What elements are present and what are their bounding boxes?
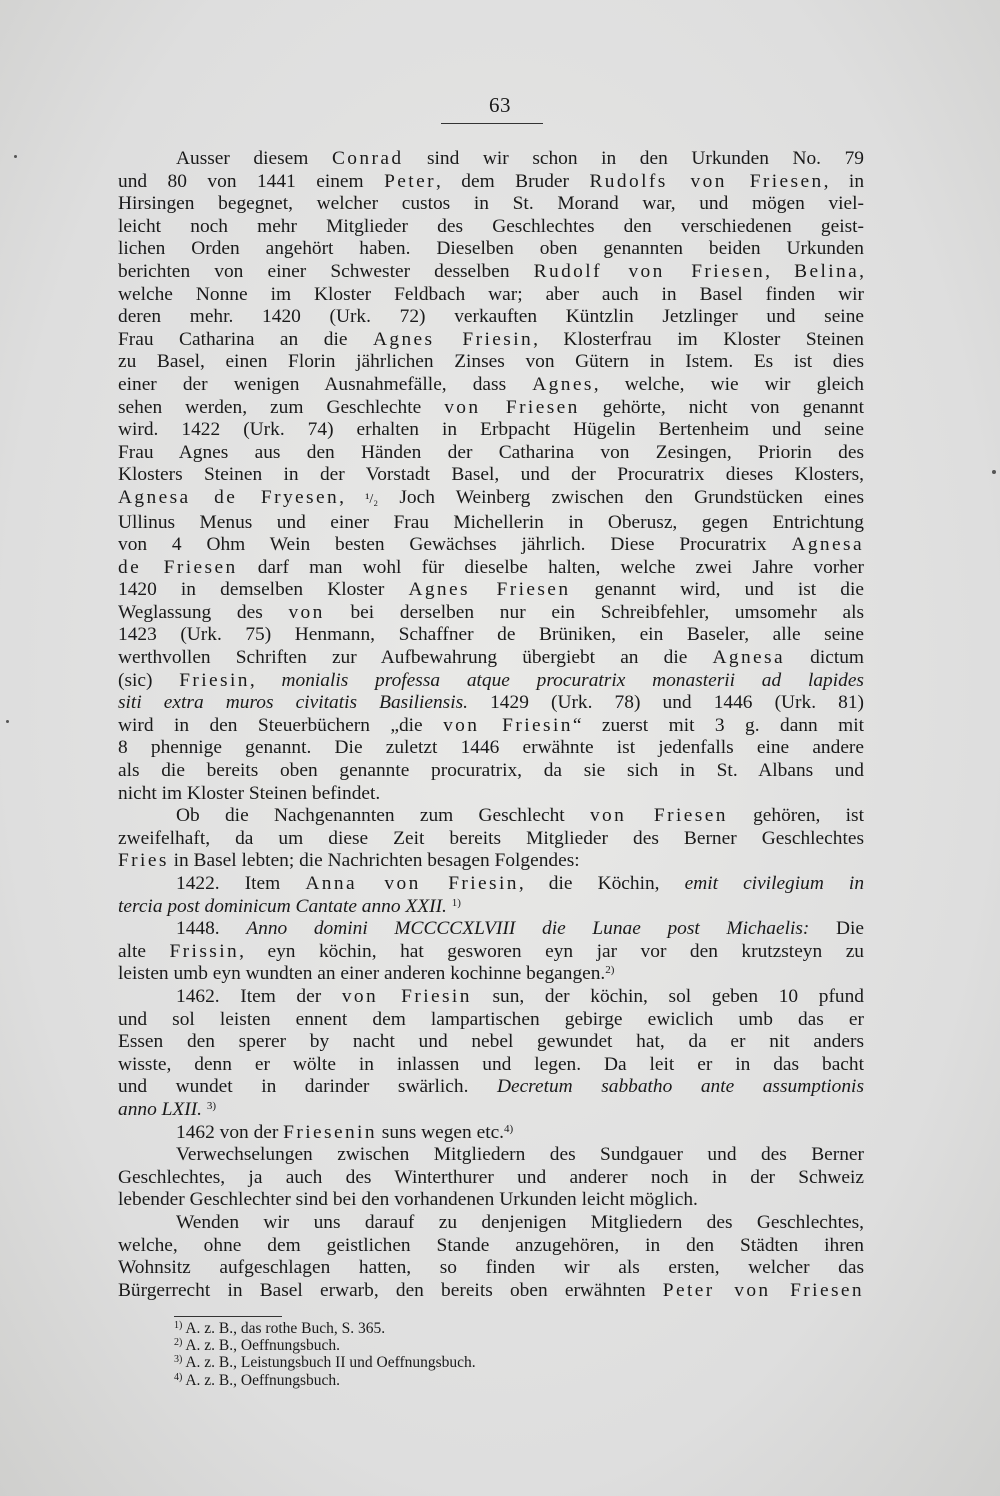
footnote-ref: 4) — [504, 1122, 514, 1135]
text-run: zu Basel, einen Florin jährlichen Zinses von Gütern in Istem. Es ist dies — [118, 351, 864, 373]
footnote-text: A. z. B., das rothe Buch, S. 365. — [182, 1320, 386, 1337]
text-line — [118, 1144, 864, 1167]
text-line — [118, 1031, 864, 1054]
spaced-name: von Friesin — [341, 985, 472, 1007]
spaced-name: von — [288, 601, 325, 623]
text-run: , in — [823, 170, 865, 192]
text-run: alte — [118, 940, 170, 962]
text-line — [118, 148, 864, 171]
text-run: Ob die Nachgenannten zum Geschlecht — [176, 805, 590, 827]
text-line — [118, 692, 864, 715]
text-line — [118, 986, 864, 1009]
footnote-mark: 4) — [174, 1371, 183, 1383]
text-run: leicht noch mehr Mitglieder des Geschlechtes den verschiedenen geist- — [118, 215, 864, 237]
text-line — [118, 557, 864, 580]
text-run: Ullinus Menus und einer Frau Michellerin in Oberusz, gegen Entrichtung — [118, 511, 864, 533]
text-run: 1429 (Urk. 78) und 1446 (Urk. 81) — [468, 692, 864, 714]
text-line — [118, 850, 864, 873]
spaced-name: von Friesen — [444, 396, 580, 418]
text-line — [118, 579, 864, 602]
spaced-name: von Friesin — [443, 714, 573, 736]
latin-quote: emit civilegium in — [684, 873, 865, 894]
spaced-name: Agnesa de Fryesen — [118, 486, 340, 508]
scan-speck — [14, 155, 17, 158]
text-run: , Klosterfrau im Kloster Steinen — [533, 328, 864, 350]
text-line — [118, 760, 864, 783]
latin-quote: monialis professa atque procuratrix monasterii ad lapides — [281, 669, 864, 691]
text-run: lebender Geschlechter sind bei den vorhandenen Urkunden leicht möglich. — [118, 1189, 698, 1211]
text-line — [118, 351, 864, 374]
text-run: Joch Weinberg zwischen den Grundstücken eines — [378, 486, 865, 508]
spaced-name: Agnesa — [712, 647, 786, 669]
text-line — [118, 1167, 864, 1190]
footnote-mark: 2) — [174, 1337, 183, 1349]
text-line — [118, 329, 864, 352]
text-run: suns wegen etc. — [376, 1121, 505, 1143]
text-run: Bürgerrecht in Basel erwarb, den bereits oben erwähnten — [118, 1279, 663, 1301]
footnote-rule — [174, 1316, 282, 1317]
text-line — [118, 828, 864, 851]
text-run: gehörte, nicht von genannt — [579, 396, 865, 418]
text-run: Wohnsitz aufgeschlagen hatten, so finden wir als ersten, welcher das — [118, 1257, 864, 1279]
text-line — [118, 487, 864, 512]
text-run: , — [765, 260, 795, 282]
text-line — [118, 1099, 864, 1122]
spaced-name: Agnesa — [791, 534, 864, 556]
text-line — [118, 896, 864, 919]
text-line — [118, 783, 864, 806]
text-run: von 4 Ohm Wein besten Gewächses jährlich. Diese Procuratrix — [118, 534, 792, 556]
text-line — [118, 534, 864, 557]
text-run: darf man wohl für dieselbe halten, welche zwei Jahre vorher — [237, 556, 864, 578]
text-run: als die bereits oben genannte procuratrix, da sie sich in St. Albans und — [118, 760, 864, 782]
text-run: “ zuerst mit 3 g. dann mit — [572, 714, 864, 736]
text-run: Die — [809, 918, 864, 940]
text-line — [118, 193, 864, 216]
text-run: Essen den sperer by nacht und nebel gewundet hat, da er nit anders — [118, 1031, 864, 1053]
text-line — [118, 1280, 864, 1303]
text-run: sun, der köchin, sol geben 10 pfund — [471, 985, 864, 1007]
text-line — [118, 284, 864, 307]
footnote-text: A. z. B., Leistungsbuch II und Oeffnungsbuch. — [182, 1354, 476, 1372]
spaced-name: Conrad — [331, 148, 404, 169]
footnote-text: A. z. B., Oeffnungsbuch. — [182, 1371, 341, 1389]
footnote-ref: 1) — [451, 896, 461, 909]
text-run: in Basel lebten; die Nachrichten besagen Folgendes: — [168, 850, 580, 872]
text-run: und sol leisten ennent dem lampartischen gebirge ewiclich umb das er — [118, 1008, 864, 1030]
text-line — [118, 464, 864, 487]
text-run: ¹/₂ — [365, 491, 379, 507]
spaced-name: Fries — [118, 850, 169, 872]
spaced-name: de Friesen — [118, 556, 238, 578]
spaced-name: Friesenin — [283, 1121, 377, 1143]
footnote-ref: 3) — [206, 1099, 217, 1112]
text-run: sehen werden, zum Geschlechte — [118, 396, 445, 418]
text-line — [118, 442, 864, 465]
text-line — [118, 1009, 864, 1032]
text-line — [118, 1257, 864, 1280]
text-run: 1448. — [176, 918, 247, 940]
spaced-name: Belina — [794, 260, 860, 282]
page-number: 63 — [489, 93, 511, 117]
text-line — [118, 1212, 864, 1235]
text-run: , eyn köchin, hat gesworen eyn jar vor den krutzsteyn zu — [239, 940, 864, 962]
text-run: wisste, denn er wölte in inlassen und legen. Da leit er in das bacht — [118, 1053, 864, 1075]
text-run: welche Nonne im Kloster Feldbach war; aber auch in Basel finden wir — [118, 283, 864, 305]
text-line — [118, 238, 864, 261]
text-run: , — [339, 486, 366, 508]
spaced-name: Anna von Friesin — [305, 873, 519, 894]
text-run: , — [249, 669, 282, 691]
footnote — [174, 1354, 476, 1371]
spaced-name: Agnes Friesin — [372, 328, 534, 350]
spaced-name: Rudolf von Friesen — [533, 260, 766, 282]
text-run: 1422. Item — [176, 873, 306, 894]
footnote-text: A. z. B., Oeffnungsbuch. — [182, 1337, 341, 1355]
text-run: dictum — [785, 647, 864, 669]
spaced-name: Peter von Friesen — [662, 1279, 864, 1301]
text-run: , die Köchin, — [518, 873, 685, 894]
footnotes — [174, 1320, 476, 1389]
text-line — [118, 374, 864, 397]
text-line — [118, 1054, 864, 1077]
text-line — [118, 918, 864, 941]
text-line — [118, 963, 864, 986]
text-run: 8 phennige genannt. Die zuletzt 1446 erwähnte ist jedenfalls eine andere — [118, 737, 864, 759]
main-text — [118, 148, 864, 1302]
text-line — [118, 805, 864, 828]
text-run: berichten von einer Schwester desselben — [118, 260, 534, 282]
latin-quote: Decretum sabbatho ante assumptionis — [496, 1076, 864, 1098]
text-line — [118, 715, 864, 738]
text-run: Klosters Steinen in der Vorstadt Basel, und der Procuratrix dieses Klosters, — [118, 464, 864, 486]
text-run: lichen Orden angehört haben. Dieselben oben genannten beiden Urkunden — [118, 238, 864, 260]
footnote-ref: 2) — [605, 964, 615, 977]
spaced-name: Agnes — [532, 373, 594, 395]
text-run: welche, ohne dem geistlichen Stande anzugehören, in den Städten ihren — [118, 1234, 864, 1256]
latin-quote: Anno domini MCCCCXLVIII die Lunae post Michaelis: — [246, 918, 810, 940]
spaced-name: Friesin — [179, 669, 250, 691]
footnote — [174, 1320, 476, 1337]
spaced-name: Frissin — [169, 940, 240, 962]
text-run: , dem Bruder — [435, 170, 590, 192]
text-run: , — [859, 260, 864, 282]
text-run: leisten umb eyn wundten an einer anderen kochinne begangen. — [118, 963, 606, 985]
spaced-name: Rudolfs von Friesen — [589, 170, 824, 192]
text-line — [118, 512, 864, 535]
text-line — [118, 1235, 864, 1258]
text-run: genannt wird, und ist die — [570, 579, 864, 601]
text-line — [118, 261, 864, 284]
footnote-mark: 3) — [174, 1354, 183, 1366]
text-line — [118, 1189, 864, 1212]
text-line — [118, 419, 864, 442]
text-run: zweifelhaft, da um diese Zeit bereits Mitglieder des Berner Geschlechtes — [118, 827, 864, 849]
text-run: sind wir schon in den Urkunden No. 79 — [403, 148, 864, 169]
text-run: (sic) — [118, 669, 180, 691]
spaced-name: von Friesen — [589, 805, 728, 827]
text-run: einer der wenigen Ausnahmefälle, dass — [118, 373, 533, 395]
text-line — [118, 306, 864, 329]
text-line — [118, 171, 864, 194]
spaced-name: Agnes Friesen — [408, 579, 571, 601]
header-rule — [441, 123, 543, 124]
text-line — [118, 670, 864, 693]
text-line — [118, 624, 864, 647]
text-run: wird. 1422 (Urk. 74) erhalten in Erbpacht Hügelin Bertenheim und seine — [118, 419, 864, 441]
text-run: bei derselben nur ein Schreibfehler, umsomehr als — [324, 601, 865, 623]
text-line — [118, 941, 864, 964]
text-run: Weglassung des — [118, 601, 289, 623]
text-run: deren mehr. 1420 (Urk. 72) verkauften Küntzlin Jetzlinger und seine — [118, 306, 864, 328]
text-run: Geschlechtes, ja auch des Winterthurer und anderer noch in der Schweiz — [118, 1166, 864, 1188]
scan-speck — [992, 470, 996, 474]
text-run: Ausser diesem — [176, 148, 332, 169]
text-run: nicht im Kloster Steinen befindet. — [118, 782, 381, 804]
text-run: Verwechselungen zwischen Mitgliedern des Sundgauer und des Berner — [176, 1144, 864, 1166]
text-run: und 80 von 1441 einem — [118, 170, 385, 192]
text-line — [118, 647, 864, 670]
latin-quote: anno LXII. — [118, 1098, 203, 1120]
text-run: wird in den Steuerbüchern „die — [118, 714, 444, 736]
text-run: 1462. Item der — [176, 985, 342, 1007]
footnote — [174, 1372, 476, 1389]
scan-speck — [6, 720, 9, 723]
text-run: , welche, wie wir gleich — [593, 373, 864, 395]
text-run: Wenden wir uns darauf zu denjenigen Mitgliedern des Geschlechtes, — [176, 1211, 864, 1233]
text-run: Frau Catharina an die — [118, 328, 373, 350]
text-run: 1420 in demselben Kloster — [118, 579, 409, 601]
text-line — [118, 1076, 864, 1099]
text-run: und wundet in darinder swärlich. — [118, 1076, 497, 1098]
text-run: werthvollen Schriften zur Aufbewahrung übergiebt an die — [118, 647, 713, 669]
text-line — [118, 216, 864, 239]
spaced-name: Peter — [384, 170, 436, 192]
text-run: 1423 (Urk. 75) Henmann, Schaffner de Brüniken, ein Baseler, alle seine — [118, 624, 864, 646]
text-run: Frau Agnes aus den Händen der Catharina von Zesingen, Priorin des — [118, 441, 864, 463]
footnote-mark: 1) — [174, 1320, 183, 1331]
text-line — [118, 1122, 864, 1145]
text-line — [118, 737, 864, 760]
text-line — [118, 397, 864, 420]
footnote — [174, 1337, 476, 1354]
text-run: 1462 von der — [176, 1121, 284, 1143]
text-run: gehören, ist — [727, 805, 864, 827]
latin-quote: tercia post dominicum Cantate anno XXII. — [118, 895, 447, 917]
text-run: Hirsingen begegnet, welcher custos in St. Morand war, und mögen viel- — [118, 193, 864, 215]
text-line — [118, 873, 864, 896]
latin-quote: siti extra muros civitatis Basiliensis. — [118, 692, 468, 714]
text-line — [118, 602, 864, 625]
